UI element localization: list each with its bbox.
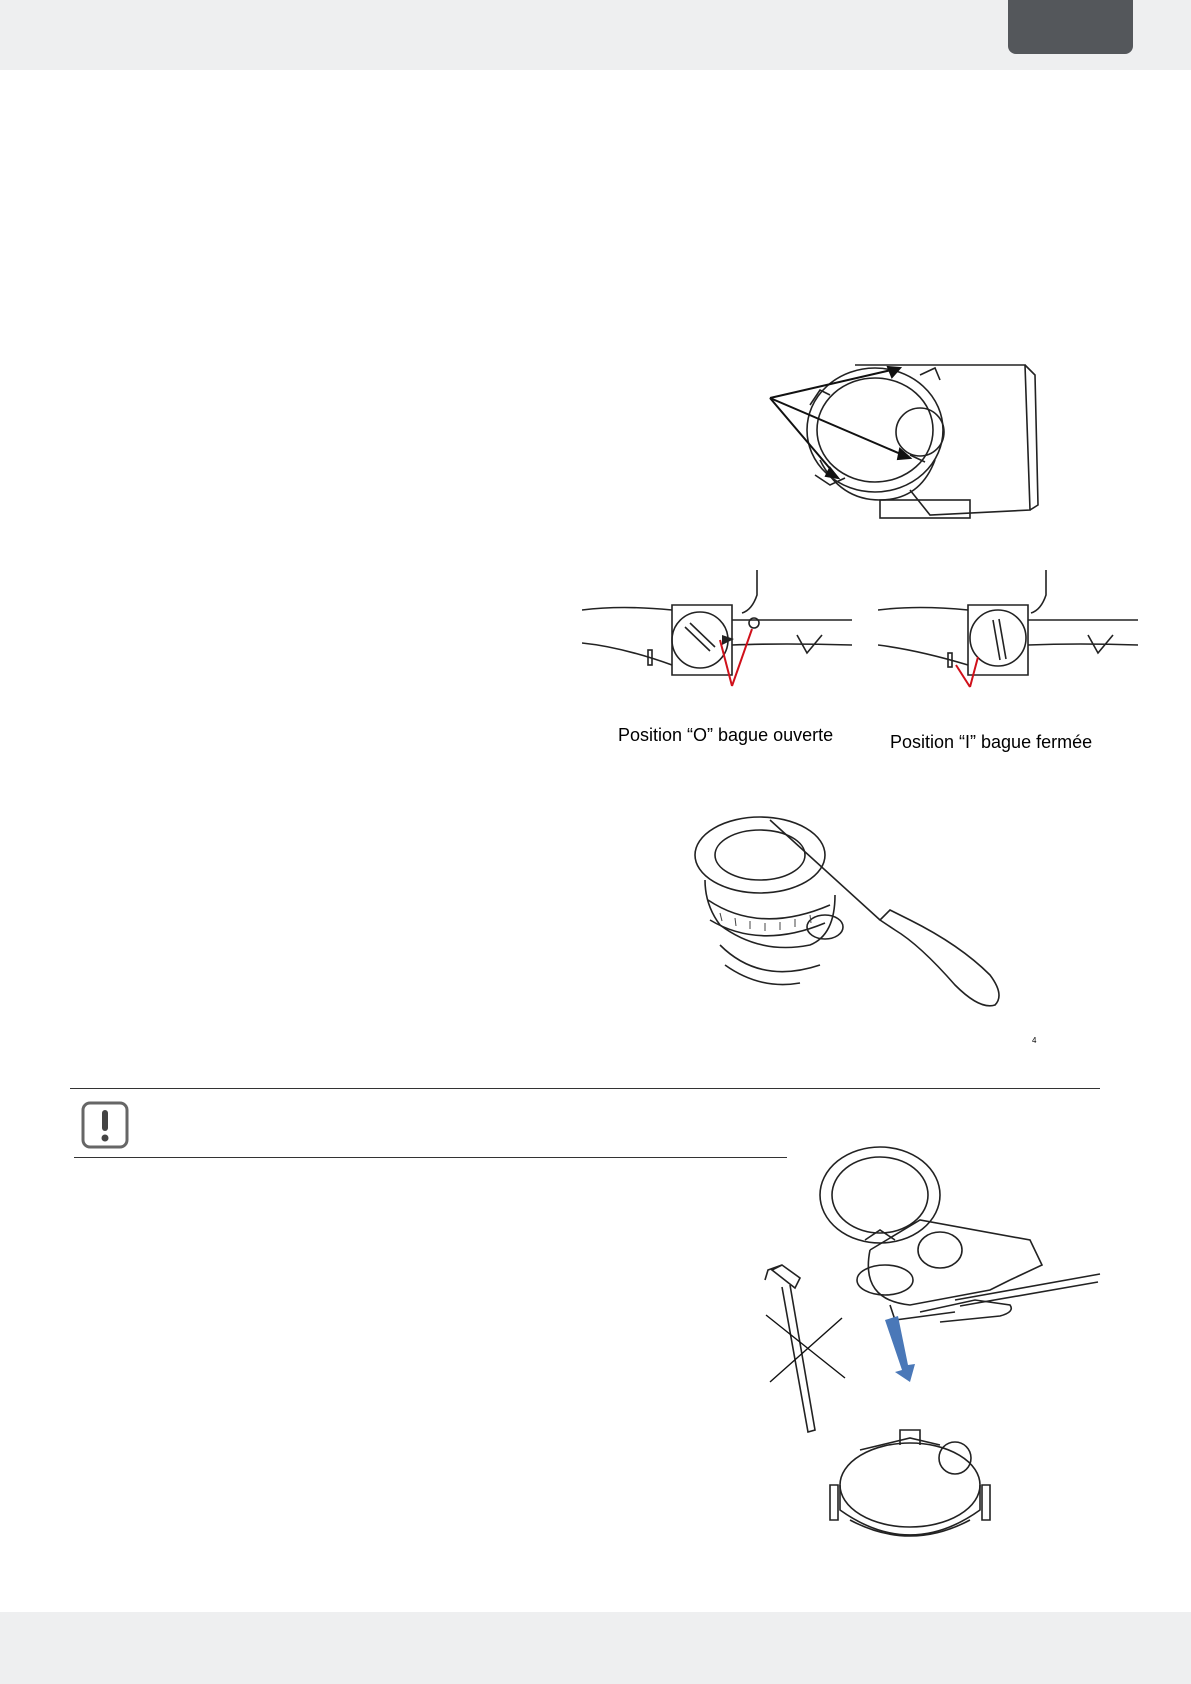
exclamation-icon	[80, 1100, 130, 1150]
footer-band	[0, 1612, 1191, 1684]
figure-no-hammer-install	[760, 1140, 1105, 1550]
corner-mark: 4	[1032, 1036, 1037, 1045]
warning-rule-bottom	[74, 1157, 787, 1158]
figure-ring-closed	[878, 565, 1138, 690]
figure-cover-clips	[760, 350, 1040, 530]
caption-position-closed: Position “I” bague fermée	[890, 732, 1093, 752]
warning-rule-top	[70, 1088, 1100, 1089]
figure-ring-open	[582, 565, 852, 690]
page-tab	[1008, 0, 1133, 54]
caption-position-open: Position “O” bague ouverte	[618, 725, 834, 745]
figure-screwdriver-ring	[690, 805, 1040, 1045]
